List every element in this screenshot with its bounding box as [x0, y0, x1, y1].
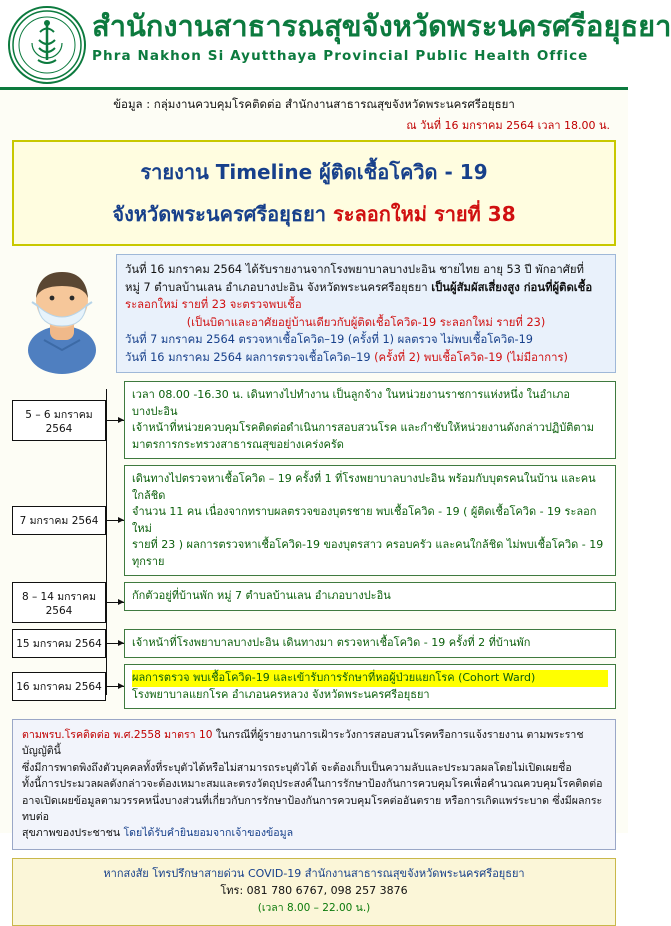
timeline-date: 8 – 14 มกราคม 2564 [12, 582, 106, 623]
contact-footer [12, 858, 616, 926]
timeline-row [12, 465, 616, 576]
report-title-province: จังหวัดพระนครศรีอยุธยา [112, 202, 333, 226]
legal-notice-lead-rest: ในกรณีที่ผู้รายงานการเฝ้าระวังการสอบสวนโรคหรือการแจ้งรายงาน ตามพระราชบัญญัตินี้ [22, 729, 584, 758]
timeline-row [12, 381, 616, 459]
case-summary-section [12, 254, 616, 373]
timeline-detail-line: จำนวน 11 คน เนื่องจากทราบผลตรวจของบุตรชาย พบเชื้อโควิด - 19 ( ผู้ติดเชื้อโควิด - 19 ระลอกใหม่ [132, 505, 597, 535]
timeline-connector-arrow-icon [106, 602, 124, 603]
summary-paragraph-1 [125, 261, 607, 279]
summary-p2: (เป็นบิดาและอาศัยอยู่บ้านเดียวกับผู้ติดเชื้อโควิด-19 ระลอกใหม่ รายที่ 23) [186, 315, 546, 329]
patient-avatar-icon [14, 258, 110, 368]
summary-p4b: (ครั้งที่ 2) พบเชื้อโควิด-19 (ไม่มีอาการ) [374, 350, 568, 364]
footer-service-hours: (เวลา 8.00 – 22.00 น.) [257, 902, 371, 915]
summary-p1b: หมู่ 7 ตำบลบ้านเลน อำเภอบางปะอิน จังหวัดพระนครศรีอยุธยา [125, 280, 432, 294]
footer-hotline-text: หากสงสัย โทรปรึกษาสายด่วน COVID-19 สำนักงานสาธารณสุขจังหวัดพระนครศรีอยุธยา [103, 866, 525, 880]
legal-notice-line-5 [22, 825, 606, 841]
summary-paragraph-1b [125, 279, 607, 297]
timeline-detail-line: เดินทางไปตรวจหาเชื้อโควิด – 19 ครั้งที่ 1 ที่โรงพยาบาลบางปะอิน พร้อมกับบุตรคนในบ้าน และคนใกล้ชิด [132, 472, 596, 502]
timeline-detail-line: กักตัวอยู่ที่บ้านพัก หมู่ 7 ตำบลบ้านเลน อำเภอบางปะอิน [132, 589, 391, 602]
timeline-detail-line: โรงพยาบาลแยกโรค อำเภอนครหลวง จังหวัดพระนครศรีอยุธยา [132, 687, 430, 701]
timeline-row [12, 629, 616, 658]
timeline-detail [124, 629, 616, 658]
timeline-detail-line: เจ้าหน้าที่หน่วยควบคุมโรคติดต่อดำเนินการสอบสวนโรค และกำชับให้หน่วยงานดังกล่าวปฏิบัติตาม [132, 421, 594, 434]
case-summary-box [116, 254, 616, 373]
timeline-detail-line: เจ้าหน้าที่โรงพยาบาลบางปะอิน เดินทางมา ตรวจหาเชื้อโควิด - 19 ครั้งที่ 2 ที่บ้านพัก [132, 636, 531, 649]
footer-phone-numbers[interactable]: โทร: 081 780 6767, 098 257 3876 [220, 884, 408, 898]
timeline-detail-line: เวลา 08.00 -16.30 น. เดินทางไปทำงาน เป็นลูกจ้าง ในหน่วยงานราชการแห่งหนึ่ง ในอำเภอบางปะอิน [132, 388, 570, 418]
timeline-date: 15 มกราคม 2564 [12, 629, 106, 658]
org-title-english: Phra Nakhon Si Ayutthaya Provincial Public Health Office [92, 48, 589, 65]
timeline-detail [124, 582, 616, 611]
legal-notice-act-reference: ตามพรบ.โรคติดต่อ พ.ศ.2558 มาตรา 10 [22, 729, 213, 741]
timeline-connector-arrow-icon [106, 420, 124, 421]
report-title-box [12, 140, 616, 246]
timeline-detail-line-highlighted: ผลการตรวจ พบเชื้อโควิด-19 และเข้ารับการรักษาที่หอผู้ป่วยแยกโรค (Cohort Ward) [132, 670, 608, 687]
timeline-row [12, 582, 616, 623]
summary-p3: วันที่ 7 มกราคม 2564 ตรวจหาเชื้อโควิด–19 (ครั้งที่ 1) ผลตรวจ ไม่พบเชื้อโควิด-19 [125, 333, 533, 346]
timeline-connector-arrow-icon [106, 643, 124, 644]
report-case-number: ระลอกใหม่ รายที่ 38 [333, 202, 516, 226]
legal-notice-line-3: ทั้งนี้การประมวลผลดังกล่าวจะต้องเหมาะสมและตรงวัตถุประสงค์ในการรักษาป้องกันการควบคุมโรคเพื่อคำนวณควบคุมโรคติดต่อ [22, 778, 603, 791]
summary-p4a: วันที่ 16 มกราคม 2564 ผลการตรวจเชื้อโควิด–19 [125, 350, 375, 364]
data-source-line: ข้อมูล : กลุ่มงานควบคุมโรคติดต่อ สำนักงานสาธารณสุขจังหวัดพระนครศรีอยุธยา [0, 90, 628, 116]
org-title-thai: สำนักงานสาธารณสุขจังหวัดพระนครศรีอยุธยา [92, 9, 671, 43]
timeline-connector-arrow-icon [106, 520, 124, 521]
timeline-detail [124, 381, 616, 459]
legal-notice-line-4: อาจเปิดเผยข้อมูลตามวรรคหนึ่งบางส่วนที่เกี่ยวกับการรักษาป้องกันการควบคุมโรคต่ออันตราย หรือการเกิดแพร่ระบาด ซึ่งมีผลกระทบต่อ [22, 794, 603, 824]
summary-p1b-bold: เป็นผู้สัมผัสเสี่ยงสูง ก่อนที่ผู้ติดเชื้อ [431, 280, 593, 294]
legal-notice-line-2: ซึ่งมีการพาดพิงถึงตัวบุคคลทั้งที่ระบุตัวได้หรือไม่สามารถระบุตัวได้ จะต้องเก็บเป็นความลับและประมวลผลโดยไม่เปิดเผยชื่อ [22, 761, 572, 774]
legal-notice-box [12, 719, 616, 850]
timeline-row [12, 664, 616, 709]
report-title-line1: รายงาน Timeline ผู้ติดเชื้อโควิด - 19 [140, 160, 488, 184]
timeline-detail-line: รายที่ 23 ) ผลการตรวจหาเชื้อโควิด-19 ของบุตรสาว ครอบครัว และคนใกล้ชิด ไม่พบเชื้อโควิด - 19 ทุกราย [132, 538, 604, 568]
legal-notice-line-5a: สุขภาพของประชาชน [22, 827, 124, 840]
ministry-of-public-health-emblem-icon [8, 6, 86, 84]
header-titles [92, 8, 671, 65]
report-title-line2 [20, 198, 608, 230]
legal-notice-line-1 [22, 727, 606, 760]
timeline-date: 16 มกราคม 2564 [12, 672, 106, 701]
page-header [0, 0, 671, 90]
summary-p1c: ระลอกใหม่ รายที่ 23 จะตรวจพบเชื้อ [125, 298, 302, 311]
report-datetime: ณ วันที่ 16 มกราคม 2564 เวลา 18.00 น. [406, 119, 610, 132]
legal-notice-consent: โดยได้รับคำยินยอมจากเจ้าของข้อมูล [123, 827, 294, 840]
summary-p1a: วันที่ 16 มกราคม 2564 ได้รับรายงานจากโรงพยาบาลบางปะอิน ชายไทย อายุ 53 ปี พักอาศัยที่ [125, 263, 584, 276]
timeline-detail [124, 664, 616, 709]
timeline-date: 5 – 6 มกราคม 2564 [12, 400, 106, 441]
timeline-connector-arrow-icon [106, 686, 124, 687]
timeline-detail [124, 465, 616, 576]
timeline-section [12, 381, 616, 709]
timeline-detail-line: มาตรการกระทรวงสาธารณสุขอย่างเคร่งครัด [132, 437, 344, 451]
timeline-date: 7 มกราคม 2564 [12, 506, 106, 535]
summary-paragraph-4 [125, 349, 607, 367]
